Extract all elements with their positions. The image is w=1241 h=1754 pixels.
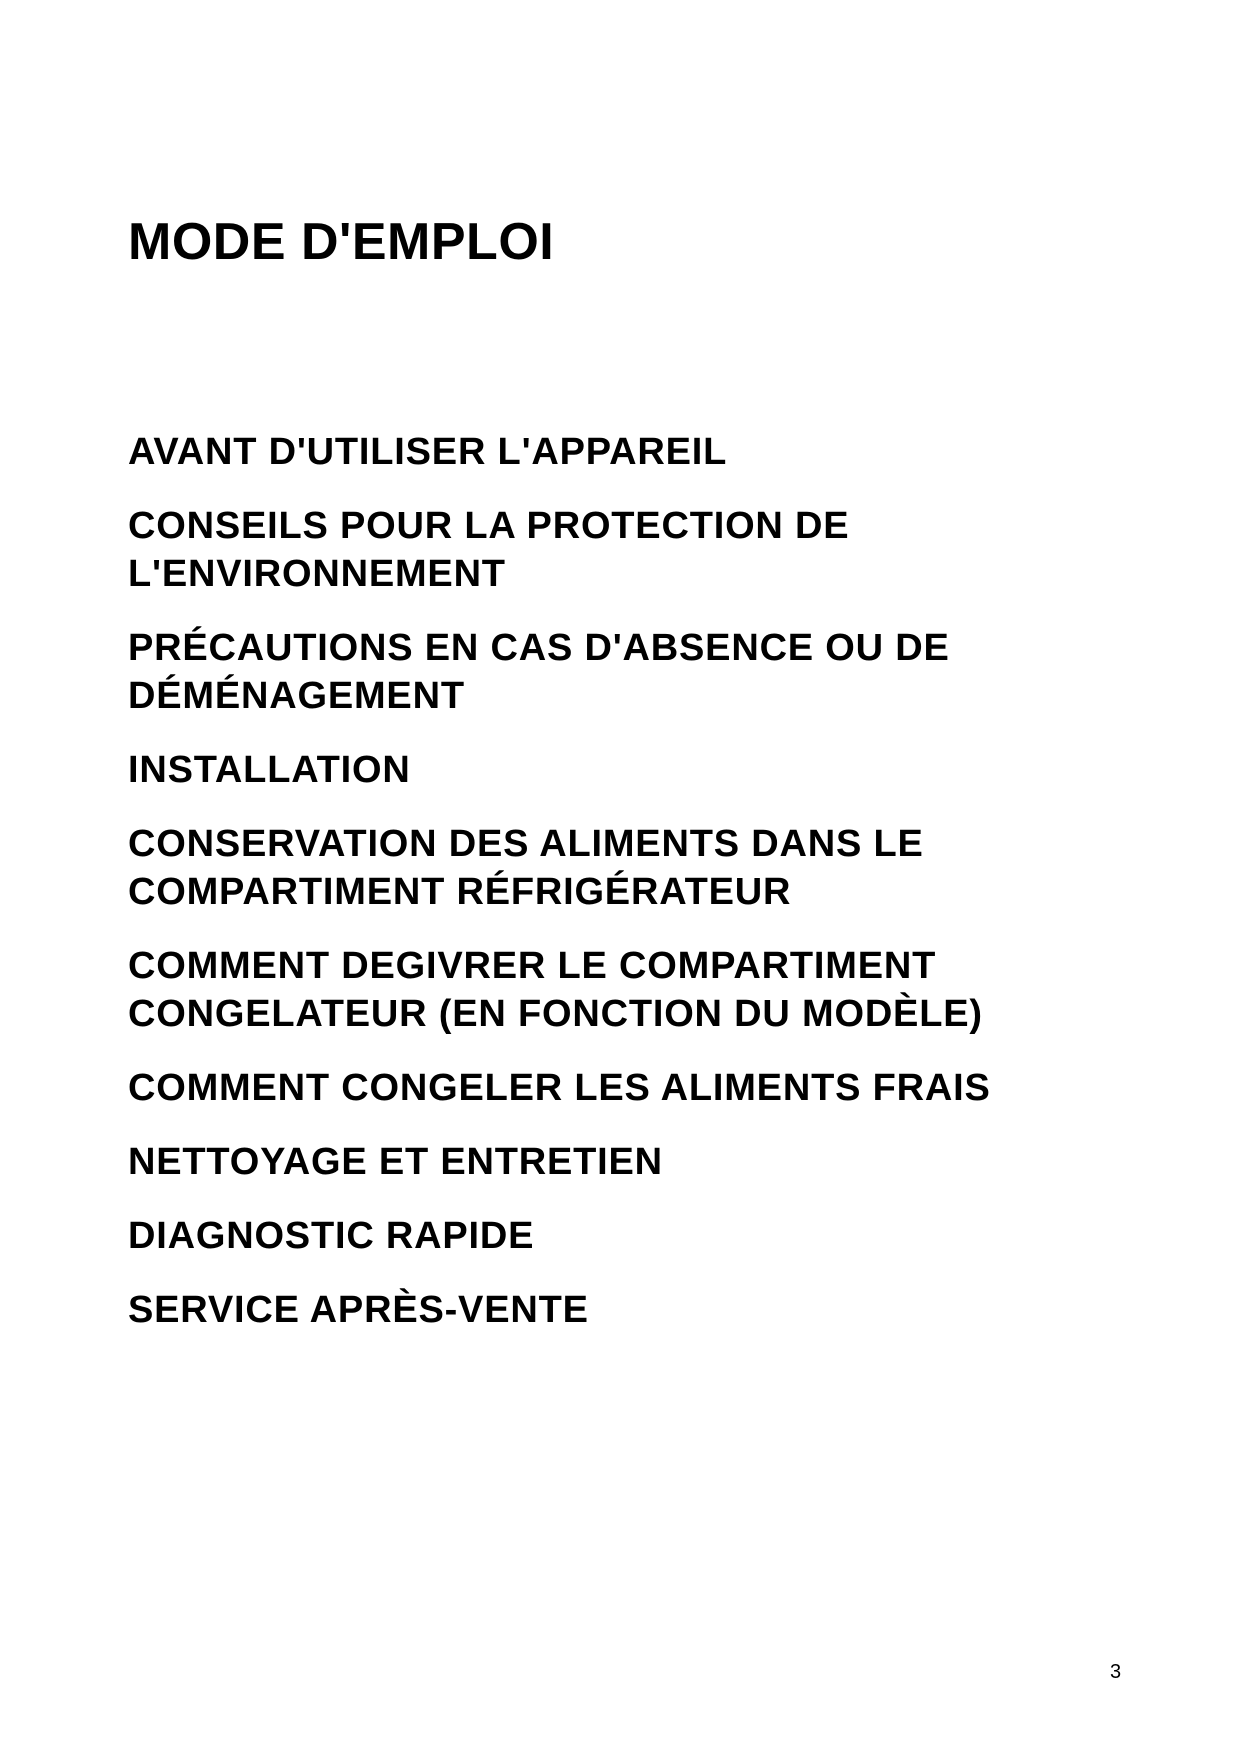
toc-item-conservation-aliments[interactable]: CONSERVATION DES ALIMENTS DANS LE COMPARTIMENT RÉFRIGÉRATEUR: [128, 823, 924, 913]
page-title: MODE D'EMPLOI: [128, 213, 555, 271]
page-number: 3: [1110, 1661, 1122, 1683]
toc-item-degivrer[interactable]: COMMENT DEGIVRER LE COMPARTIMENT CONGELATEUR (EN FONCTION DU MODÈLE): [128, 945, 983, 1035]
toc-item-service-apres-vente[interactable]: SERVICE APRÈS-VENTE: [128, 1289, 589, 1331]
toc-item-avant-d-utiliser[interactable]: AVANT D'UTILISER L'APPAREIL: [128, 431, 728, 473]
toc-item-installation[interactable]: INSTALLATION: [128, 749, 411, 791]
table-of-contents: [128, 428, 1128, 1360]
toc-item-nettoyage[interactable]: NETTOYAGE ET ENTRETIEN: [128, 1141, 663, 1183]
toc-item-precautions[interactable]: PRÉCAUTIONS EN CAS D'ABSENCE OU DE DÉMÉNAGEMENT: [128, 627, 950, 717]
toc-item-protection-environnement[interactable]: CONSEILS POUR LA PROTECTION DE L'ENVIRONNEMENT: [128, 505, 850, 595]
toc-item-diagnostic[interactable]: DIAGNOSTIC RAPIDE: [128, 1215, 535, 1257]
toc-item-congeler-aliments[interactable]: COMMENT CONGELER LES ALIMENTS FRAIS: [128, 1067, 991, 1109]
